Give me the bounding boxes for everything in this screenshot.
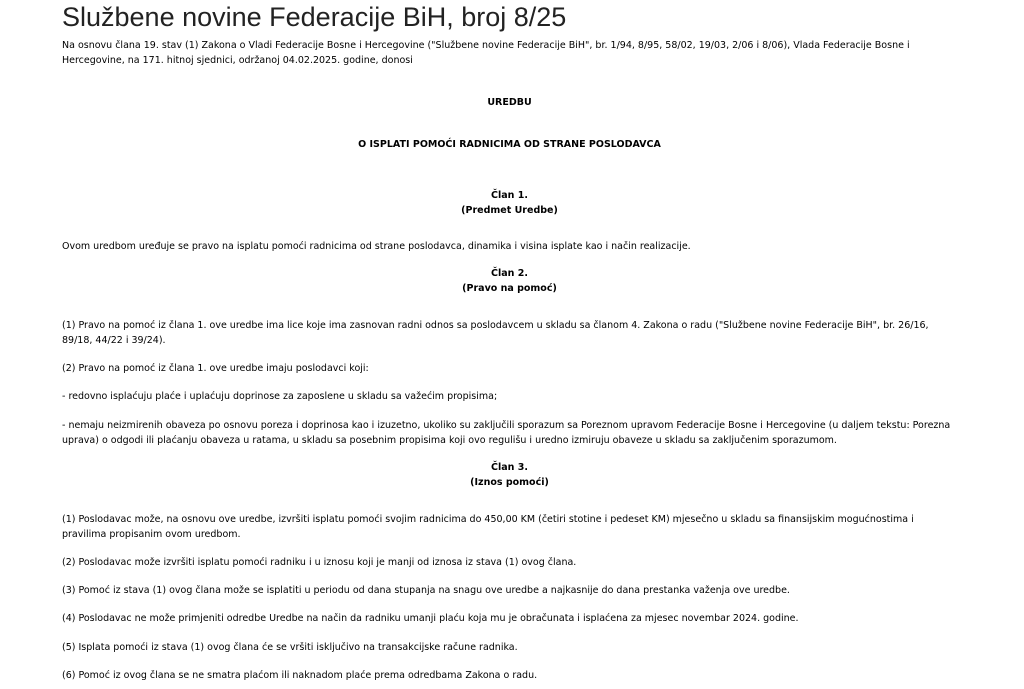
page-title: Službene novine Federacije BiH, broj 8/25 bbox=[62, 2, 567, 32]
article-1-heading: (Predmet Uredbe) bbox=[461, 205, 558, 216]
article-2-heading: (Pravo na pomoć) bbox=[462, 283, 557, 294]
article-3-paragraph: (1) Poslodavac može, na osnovu ove uredbe, izvršiti isplatu pomoći svojim radnicima do 450,00 KM (četiri stotine i pedeset KM) mjesečno u skladu sa finansijskim mogućnostima i pravilima propisanim ovom uredbom. bbox=[62, 514, 914, 540]
preamble: Na osnovu člana 19. stav (1) Zakona o Vladi Federacije Bosne i Hercegovine ("Službene novine Federacije BiH", br. 1/94, 8/95, 58/02, 19/03, 2/06 i 8/06), Vlada Federacije Bosne i Hercegovine, na 171. hitnoj sjednici, održanoj 04.02.2025. godine, donosi bbox=[62, 40, 910, 66]
article-3-paragraph: (2) Poslodavac može izvršiti isplatu pomoći radniku i u iznosu koji je manji od iznosa iz stava (1) ovog člana. bbox=[62, 557, 577, 568]
article-1-number: Član 1. bbox=[491, 190, 528, 201]
article-2-paragraph: - nemaju neizmirenih obaveza po osnovu poreza i doprinosa kao i izuzetno, ukoliko su zaključili sporazum sa Poreznom upravom Federacije Bosne i Hercegovine (u daljem tekstu: Porezna uprava) o odgodi ili plaćanju obaveza u ratama, u skladu sa posebnim propisima koji ovo regulišu i uredno izmiruju obaveze u skladu sa zaključenim sporazumom. bbox=[62, 420, 951, 446]
article-3-paragraph: (4) Poslodavac ne može primjeniti odredbe Uredbe na način da radniku umanji plaću koja mu je obračunata i isplaćena za mjesec novembar 2024. godine. bbox=[62, 613, 799, 624]
article-3-paragraph: (3) Pomoć iz stava (1) ovog člana može se isplatiti u periodu od dana stupanja na snagu ove uredbe a najkasnije do dana prestanka važenja ove uredbe. bbox=[62, 585, 790, 596]
article-2-number: Član 2. bbox=[491, 268, 528, 279]
article-2-paragraph: - redovno isplaćuju plaće i uplaćuju doprinose za zaposlene u skladu sa važećim propisima; bbox=[62, 391, 498, 402]
article-2-paragraph: (1) Pravo na pomoć iz člana 1. ove uredbe ima lice koje ima zasnovan radni odnos sa poslodavcem u skladu sa članom 4. Zakona o radu ("Službene novine Federacije BiH", br. 26/16, 89/18, 44/22 i 39/24). bbox=[62, 320, 929, 346]
document-subject: O ISPLATI POMOĆI RADNICIMA OD STRANE POSLODAVCA bbox=[358, 139, 661, 150]
article-3-paragraph: (6) Pomoć iz ovog člana se ne smatra plaćom ili naknadom plaće prema odredbama Zakona o radu. bbox=[62, 670, 538, 681]
article-3-number: Član 3. bbox=[491, 462, 528, 473]
article-1-paragraph: Ovom uredbom uređuje se pravo na isplatu pomoći radnicima od strane poslodavca, dinamika i visina isplate kao i način realizacije. bbox=[62, 241, 691, 252]
article-3-paragraph: (5) Isplata pomoći iz stava (1) ovog člana će se vršiti isključivo na transakcijske račune radnika. bbox=[62, 642, 518, 653]
document-type: UREDBU bbox=[487, 97, 532, 108]
article-2-paragraph: (2) Pravo na pomoć iz člana 1. ove uredbe imaju poslodavci koji: bbox=[62, 363, 369, 374]
article-3-heading: (Iznos pomoći) bbox=[470, 477, 549, 488]
